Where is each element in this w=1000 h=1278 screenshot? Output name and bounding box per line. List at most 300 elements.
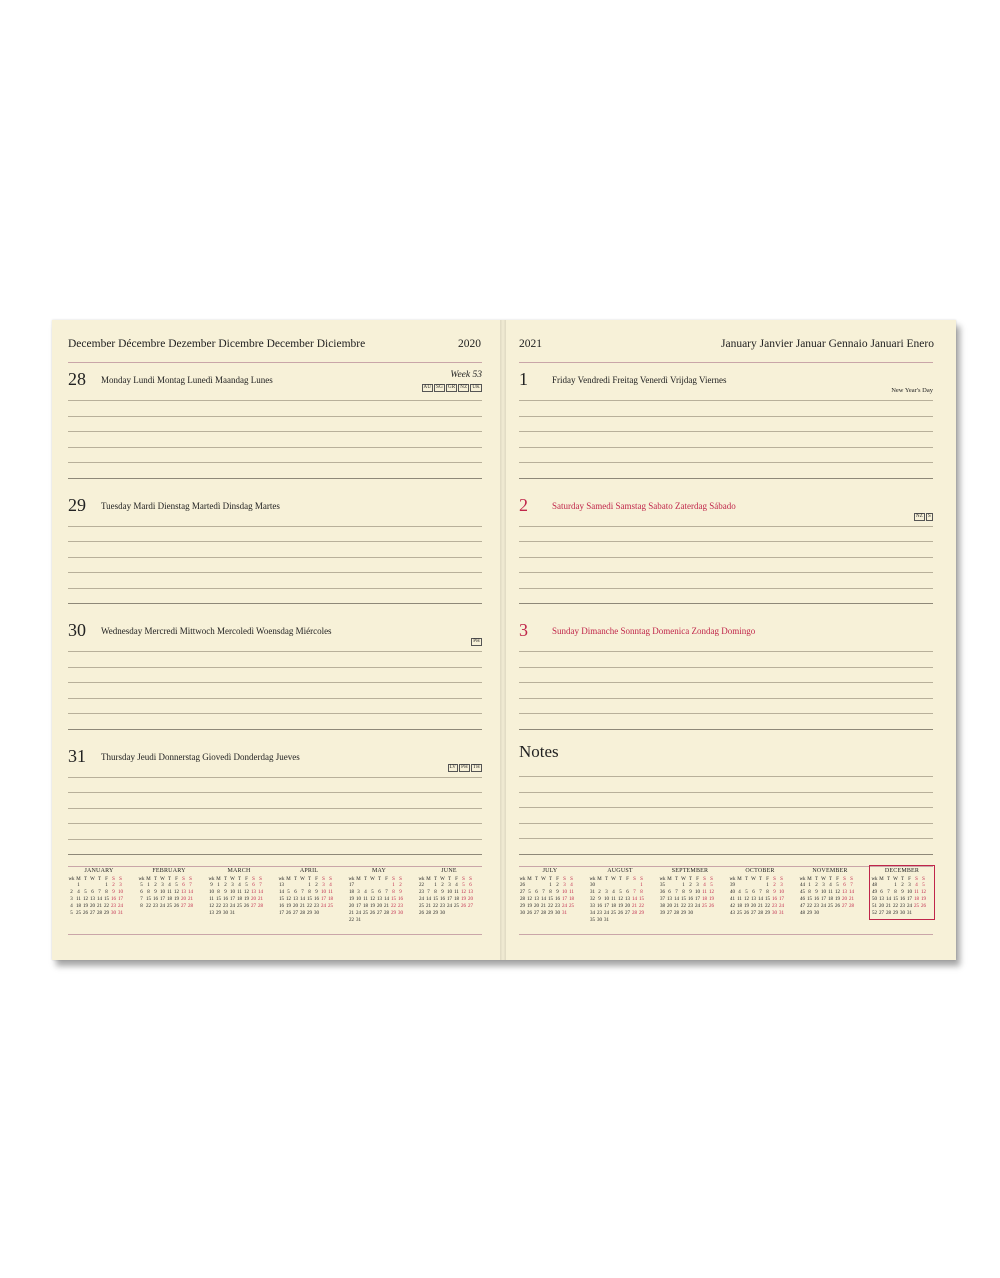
weekday-letter: W bbox=[893, 877, 898, 882]
mini-calendar-day bbox=[460, 910, 467, 917]
ruled-line[interactable] bbox=[68, 447, 482, 448]
mini-calendar-day bbox=[834, 910, 841, 917]
mini-calendar-day: 15 bbox=[433, 897, 438, 902]
ruled-line[interactable] bbox=[68, 698, 482, 699]
ruled-line[interactable] bbox=[519, 603, 933, 604]
mini-calendar-day bbox=[610, 882, 617, 889]
mini-calendar-day: 41 bbox=[730, 897, 735, 902]
mini-calendar-day: 3 bbox=[322, 883, 325, 888]
mini-calendar-day: 26 bbox=[618, 911, 623, 916]
mini-calendar-day: 5 bbox=[745, 890, 748, 895]
mini-calendar-day: 3 bbox=[605, 890, 608, 895]
mini-calendar-day: 10 bbox=[447, 890, 452, 895]
ruled-line[interactable] bbox=[519, 729, 933, 730]
mini-calendar-day bbox=[708, 910, 715, 917]
ruled-line[interactable] bbox=[68, 667, 482, 668]
mini-calendar-day: 23 bbox=[419, 890, 424, 895]
mini-calendar-day: 29 bbox=[639, 911, 644, 916]
mini-calendar-day bbox=[596, 882, 603, 889]
mini-calendar-week bbox=[519, 889, 581, 896]
mini-calendar-day: 5 bbox=[710, 883, 713, 888]
mini-calendar-week bbox=[68, 910, 130, 917]
mini-calendar-day: 29 bbox=[307, 911, 312, 916]
mini-calendar-week bbox=[278, 882, 340, 889]
mini-calendar-day: 40 bbox=[730, 890, 735, 895]
mini-calendar-day: 13 bbox=[842, 890, 847, 895]
weekday-letter: M bbox=[426, 877, 431, 882]
mini-calendar-week bbox=[729, 889, 791, 896]
country-tags bbox=[447, 764, 482, 772]
mini-calendar-day bbox=[631, 882, 638, 889]
weekday-letter: wk bbox=[871, 877, 878, 882]
mini-calendar-day: 16 bbox=[555, 897, 560, 902]
mini-calendar-month: JANUARY bbox=[84, 868, 114, 874]
mini-calendar bbox=[589, 868, 651, 924]
mini-calendar-day bbox=[631, 917, 638, 924]
mini-calendar-day: 24 bbox=[695, 904, 700, 909]
weekday-letter: wk bbox=[799, 877, 806, 882]
mini-calendar-week bbox=[418, 896, 480, 903]
mini-calendar-day: 27 bbox=[90, 911, 95, 916]
mini-calendar-day: 7 bbox=[542, 890, 545, 895]
ruled-line[interactable] bbox=[68, 854, 482, 855]
mini-calendar-day: 11 bbox=[737, 897, 742, 902]
mini-calendar-day bbox=[383, 917, 390, 924]
mini-calendar-day: 28 bbox=[632, 911, 637, 916]
mini-calendar-day: 20 bbox=[879, 904, 884, 909]
weekday-letter: T bbox=[237, 877, 242, 882]
mini-calendar-day: 39 bbox=[730, 883, 735, 888]
weekday-letter: W bbox=[300, 877, 305, 882]
mini-calendar-week bbox=[589, 903, 651, 910]
mini-calendar-day: 27 bbox=[251, 904, 256, 909]
weekday-letter: T bbox=[688, 877, 693, 882]
mini-calendar-day: 21 bbox=[258, 897, 263, 902]
mini-calendar-day: 6 bbox=[469, 883, 472, 888]
weekday-letter: wk bbox=[348, 877, 355, 882]
mini-calendar-day: 12 bbox=[921, 890, 926, 895]
mini-calendar-day: 4 bbox=[70, 904, 73, 909]
notes-line[interactable] bbox=[519, 776, 933, 777]
mini-calendar-day: 30 bbox=[590, 883, 595, 888]
mini-calendar-day: 29 bbox=[807, 911, 812, 916]
mini-calendar-day: 18 bbox=[237, 897, 242, 902]
mini-calendar-day: 20 bbox=[90, 904, 95, 909]
weekday-letter: T bbox=[83, 877, 88, 882]
country-tag: PH bbox=[473, 639, 480, 644]
mini-calendar-day: 2 bbox=[598, 890, 601, 895]
weekday-letter: T bbox=[886, 877, 891, 882]
mini-calendar-day: 5 bbox=[922, 883, 925, 888]
mini-calendar-day bbox=[827, 910, 834, 917]
mini-calendar-day: 17 bbox=[230, 897, 235, 902]
notes-line[interactable] bbox=[519, 838, 933, 839]
mini-calendar-week bbox=[799, 903, 861, 910]
ruled-line[interactable] bbox=[519, 416, 933, 417]
mini-calendar-day: 30 bbox=[900, 911, 905, 916]
mini-calendar-day: 25 bbox=[914, 904, 919, 909]
ruled-line[interactable] bbox=[68, 431, 482, 432]
mini-calendar-day bbox=[920, 910, 927, 917]
mini-calendar-day: 24 bbox=[447, 904, 452, 909]
notes-line[interactable] bbox=[519, 854, 933, 855]
ruled-line[interactable] bbox=[68, 572, 482, 573]
mini-calendar-day: 27 bbox=[181, 904, 186, 909]
mini-calendar-month: JULY bbox=[542, 868, 558, 874]
ruled-line[interactable] bbox=[519, 651, 933, 652]
ruled-line[interactable] bbox=[68, 526, 482, 527]
mini-calendar-week bbox=[138, 903, 200, 910]
mini-calendar-day: 2 bbox=[901, 883, 904, 888]
weekday-letter: S bbox=[710, 877, 713, 882]
mini-calendar-day: 35 bbox=[660, 883, 665, 888]
weekday-letter: F bbox=[245, 877, 248, 882]
mini-calendar-day: 1 bbox=[549, 883, 552, 888]
ruled-line[interactable] bbox=[519, 572, 933, 573]
mini-calendar-day: 24 bbox=[604, 911, 609, 916]
ruled-line[interactable] bbox=[519, 682, 933, 683]
ruled-line[interactable] bbox=[68, 682, 482, 683]
left-page bbox=[52, 320, 502, 960]
mini-calendar-day: 10 bbox=[230, 890, 235, 895]
mini-calendar-week bbox=[418, 903, 480, 910]
mini-calendar-day: 23 bbox=[597, 911, 602, 916]
weekday-letter: S bbox=[112, 877, 115, 882]
mini-calendar-day bbox=[533, 882, 540, 889]
mini-calendar-day: 26 bbox=[709, 904, 714, 909]
mini-calendar-day bbox=[446, 910, 453, 917]
mini-calendar-day: 19 bbox=[618, 904, 623, 909]
mini-calendar-day: 16 bbox=[153, 897, 158, 902]
weekday-letter: T bbox=[153, 877, 158, 882]
weekday-letter: S bbox=[570, 877, 573, 882]
mini-calendar-week bbox=[418, 882, 480, 889]
mini-calendar-bottom-rule bbox=[519, 934, 933, 935]
mini-calendar-day: 27 bbox=[377, 911, 382, 916]
notes-line[interactable] bbox=[519, 807, 933, 808]
mini-calendar-day: 15 bbox=[216, 897, 221, 902]
ruled-line[interactable] bbox=[519, 462, 933, 463]
mini-calendar-day: 22 bbox=[681, 904, 686, 909]
mini-calendar-week bbox=[799, 882, 861, 889]
mini-calendar-day: 3 bbox=[448, 883, 451, 888]
mini-calendar-day: 6 bbox=[752, 890, 755, 895]
mini-calendar-day: 8 bbox=[682, 890, 685, 895]
mini-calendar-day: 18 bbox=[167, 897, 172, 902]
mini-calendar-day: 22 bbox=[146, 904, 151, 909]
mini-calendar-day: 10 bbox=[907, 890, 912, 895]
ruled-line[interactable] bbox=[68, 603, 482, 604]
mini-calendar-week bbox=[519, 882, 581, 889]
mini-calendar-day: 8 bbox=[217, 890, 220, 895]
notes-line[interactable] bbox=[519, 792, 933, 793]
mini-calendar-month: APRIL bbox=[299, 868, 319, 874]
ruled-line[interactable] bbox=[519, 431, 933, 432]
ruled-line[interactable] bbox=[68, 416, 482, 417]
mini-calendar-day: 15 bbox=[146, 897, 151, 902]
mini-calendar-day: 9 bbox=[815, 890, 818, 895]
mini-calendar-day: 21 bbox=[541, 904, 546, 909]
mini-calendar-day: 25 bbox=[702, 904, 707, 909]
ruled-line[interactable] bbox=[519, 698, 933, 699]
ruled-line[interactable] bbox=[68, 557, 482, 558]
mini-calendar-day: 12 bbox=[744, 897, 749, 902]
mini-calendar-day bbox=[617, 882, 624, 889]
mini-calendar-day: 30 bbox=[597, 918, 602, 923]
mini-calendar-day: 29 bbox=[520, 904, 525, 909]
ruled-line[interactable] bbox=[68, 777, 482, 778]
mini-calendar-week bbox=[799, 896, 861, 903]
mini-calendar-day: 14 bbox=[384, 897, 389, 902]
mini-calendar-day: 49 bbox=[872, 890, 877, 895]
mini-calendar-day: 8 bbox=[140, 904, 143, 909]
ruled-line[interactable] bbox=[68, 478, 482, 479]
mini-calendar-day: 31 bbox=[230, 911, 235, 916]
mini-calendar-day: 24 bbox=[160, 904, 165, 909]
mini-calendar-day: 4 bbox=[612, 890, 615, 895]
mini-calendar-day: 12 bbox=[83, 897, 88, 902]
mini-calendar-week bbox=[799, 910, 861, 917]
mini-calendar-day: 14 bbox=[97, 897, 102, 902]
mini-calendar bbox=[68, 868, 130, 917]
mini-calendar-day: 17 bbox=[349, 883, 354, 888]
mini-calendar-day: 22 bbox=[807, 904, 812, 909]
mini-calendar-day: 20 bbox=[625, 904, 630, 909]
ruled-line[interactable] bbox=[519, 400, 933, 401]
mini-calendar-day: 48 bbox=[872, 883, 877, 888]
country-tag: UK bbox=[472, 385, 480, 390]
weekday-letter: F bbox=[105, 877, 108, 882]
mini-calendar-day: 6 bbox=[880, 890, 883, 895]
mini-calendar-day: 18 bbox=[702, 897, 707, 902]
mini-calendar-day: 11 bbox=[167, 890, 172, 895]
mini-calendar-day: 2 bbox=[815, 883, 818, 888]
mini-calendar bbox=[138, 868, 200, 910]
mini-calendar-week bbox=[589, 889, 651, 896]
mini-calendar-day: 27 bbox=[842, 904, 847, 909]
mini-calendar-day bbox=[68, 882, 75, 889]
mini-calendar-day: 29 bbox=[548, 911, 553, 916]
mini-calendar-day: 18 bbox=[328, 897, 333, 902]
ruled-line[interactable] bbox=[519, 667, 933, 668]
mini-calendar-day: 17 bbox=[907, 897, 912, 902]
mini-calendar-day: 22 bbox=[307, 904, 312, 909]
mini-calendar-day: 17 bbox=[118, 897, 123, 902]
mini-calendar-day bbox=[257, 910, 264, 917]
mini-calendar-day: 2 bbox=[689, 883, 692, 888]
mini-calendar-day: 6 bbox=[668, 890, 671, 895]
mini-calendar-day: 17 bbox=[321, 897, 326, 902]
mini-calendar-day: 24 bbox=[821, 904, 826, 909]
day-names: Sunday Dimanche Sonntag Domenica Zondag Domingo bbox=[552, 626, 756, 636]
mini-calendar-week bbox=[68, 896, 130, 903]
mini-calendar-day: 15 bbox=[548, 897, 553, 902]
ruled-line[interactable] bbox=[68, 651, 482, 652]
mini-calendar-day bbox=[376, 882, 383, 889]
mini-calendar-day: 15 bbox=[639, 897, 644, 902]
mini-calendar-day: 9 bbox=[556, 890, 559, 895]
ruled-line[interactable] bbox=[68, 839, 482, 840]
mini-calendar-day: 26 bbox=[370, 911, 375, 916]
mini-calendar-day bbox=[526, 882, 533, 889]
weekday-letter: S bbox=[189, 877, 192, 882]
mini-calendar-day: 15 bbox=[279, 897, 284, 902]
mini-calendar-day: 2 bbox=[70, 890, 73, 895]
mini-calendar-week bbox=[729, 882, 791, 889]
mini-calendar-week bbox=[589, 896, 651, 903]
mini-calendar-month: MARCH bbox=[227, 868, 251, 874]
mini-calendar-day: 16 bbox=[279, 904, 284, 909]
ruled-line[interactable] bbox=[68, 713, 482, 714]
mini-calendar-day: 19 bbox=[744, 904, 749, 909]
mini-calendar-day bbox=[610, 917, 617, 924]
ruled-line[interactable] bbox=[68, 792, 482, 793]
mini-calendar-day bbox=[673, 882, 680, 889]
mini-calendar-day: 9 bbox=[399, 890, 402, 895]
mini-calendar-month: FEBRUARY bbox=[152, 868, 186, 874]
ruled-line[interactable] bbox=[68, 588, 482, 589]
mini-calendar bbox=[799, 868, 861, 917]
weekday-letter: wk bbox=[418, 877, 425, 882]
mini-calendar-day: 17 bbox=[279, 911, 284, 916]
mini-calendar-day: 21 bbox=[426, 904, 431, 909]
mini-calendar-day: 25 bbox=[828, 904, 833, 909]
mini-calendar-day: 18 bbox=[914, 897, 919, 902]
mini-calendar-day: 4 bbox=[570, 883, 573, 888]
mini-calendar-day: 11 bbox=[76, 897, 81, 902]
mini-calendar-day: 28 bbox=[674, 911, 679, 916]
weekday-letter: wk bbox=[729, 877, 736, 882]
mini-calendar-day: 16 bbox=[900, 897, 905, 902]
mini-calendar-day: 1 bbox=[217, 883, 220, 888]
mini-calendar-day: 39 bbox=[660, 911, 665, 916]
mini-calendar-week bbox=[68, 889, 130, 896]
day-names: Tuesday Mardi Dienstag Martedì Dinsdag Martes bbox=[101, 500, 280, 511]
ruled-line[interactable] bbox=[519, 541, 933, 542]
mini-calendar-day: 14 bbox=[758, 897, 763, 902]
mini-calendar-day bbox=[757, 882, 764, 889]
mini-calendar-day: 2 bbox=[112, 883, 115, 888]
country-tags bbox=[470, 638, 482, 646]
right-year: 2021 bbox=[519, 338, 542, 350]
weekday-letter: T bbox=[674, 877, 679, 882]
mini-calendar-day: 29 bbox=[104, 911, 109, 916]
mini-calendar-day: 31 bbox=[604, 918, 609, 923]
ruled-line[interactable] bbox=[68, 729, 482, 730]
mini-calendars-right bbox=[519, 868, 933, 938]
mini-calendar-day: 17 bbox=[604, 904, 609, 909]
mini-calendar-day: 22 bbox=[349, 918, 354, 923]
header-rule bbox=[68, 362, 482, 363]
country-tag: GR bbox=[447, 385, 456, 390]
mini-calendar-day: 28 bbox=[520, 897, 525, 902]
country-tag: PH bbox=[461, 764, 468, 770]
mini-calendar-day: 13 bbox=[751, 897, 756, 902]
mini-calendar-day: 17 bbox=[160, 897, 165, 902]
mini-calendar-week bbox=[589, 882, 651, 889]
weekday-letter: S bbox=[922, 877, 925, 882]
mini-calendar-day: 26 bbox=[244, 904, 249, 909]
mini-calendar-day: 7 bbox=[140, 897, 143, 902]
mini-calendar-day: 3 bbox=[70, 897, 73, 902]
weekday-letter: T bbox=[223, 877, 228, 882]
ruled-line[interactable] bbox=[519, 713, 933, 714]
mini-calendar-day: 25 bbox=[737, 911, 742, 916]
mini-calendar-day: 26 bbox=[461, 904, 466, 909]
mini-calendar-day: 15 bbox=[307, 897, 312, 902]
mini-calendar-week bbox=[278, 903, 340, 910]
mini-calendar-day: 5 bbox=[245, 883, 248, 888]
ruled-line[interactable] bbox=[68, 808, 482, 809]
day-names: Monday Lundi Montag Lunedì Maandag Lunes bbox=[101, 375, 273, 385]
ruled-line[interactable] bbox=[68, 462, 482, 463]
mini-calendar-day: 30 bbox=[111, 911, 116, 916]
mini-calendar-day: 26 bbox=[527, 911, 532, 916]
mini-calendar-day: 14 bbox=[886, 897, 891, 902]
mini-calendar-day: 13 bbox=[90, 897, 95, 902]
mini-calendar-day bbox=[355, 882, 362, 889]
mini-calendar-week bbox=[659, 910, 721, 917]
mini-calendar-day: 28 bbox=[384, 911, 389, 916]
mini-calendar-day: 7 bbox=[98, 890, 101, 895]
mini-calendar-day: 6 bbox=[378, 890, 381, 895]
weekday-letter: M bbox=[597, 877, 602, 882]
mini-calendar-week bbox=[871, 889, 933, 896]
mini-calendar-day bbox=[369, 882, 376, 889]
ruled-line[interactable] bbox=[519, 478, 933, 479]
weekday-letter: M bbox=[527, 877, 532, 882]
mini-calendar-day: 12 bbox=[709, 890, 714, 895]
ruled-line[interactable] bbox=[519, 447, 933, 448]
mini-calendar-day: 9 bbox=[210, 883, 213, 888]
mini-calendar-week bbox=[68, 903, 130, 910]
weekday-letter: W bbox=[370, 877, 375, 882]
ruled-line[interactable] bbox=[519, 526, 933, 527]
mini-calendar-day: 5 bbox=[84, 890, 87, 895]
weekday-letter: T bbox=[97, 877, 102, 882]
ruled-line[interactable] bbox=[68, 400, 482, 401]
mini-calendar-day: 14 bbox=[674, 897, 679, 902]
ruled-line[interactable] bbox=[68, 541, 482, 542]
mini-calendar-day: 13 bbox=[377, 897, 382, 902]
mini-calendar-day: 42 bbox=[730, 904, 735, 909]
ruled-line[interactable] bbox=[519, 588, 933, 589]
weekday-letter: S bbox=[703, 877, 706, 882]
mini-calendar-day: 28 bbox=[97, 911, 102, 916]
weekday-letter: T bbox=[900, 877, 905, 882]
ruled-line[interactable] bbox=[68, 823, 482, 824]
mini-calendar-day: 44 bbox=[800, 883, 805, 888]
weekday-letter: M bbox=[807, 877, 812, 882]
mini-calendar-day: 19 bbox=[349, 897, 354, 902]
mini-calendar-month: MAY bbox=[371, 868, 387, 874]
mini-calendar-day bbox=[397, 917, 404, 924]
notes-line[interactable] bbox=[519, 823, 933, 824]
mini-calendar-day: 12 bbox=[244, 890, 249, 895]
weekday-letter: W bbox=[681, 877, 686, 882]
mini-calendar-day: 11 bbox=[237, 890, 242, 895]
mini-calendar-day: 19 bbox=[835, 897, 840, 902]
mini-calendar-day: 10 bbox=[321, 890, 326, 895]
mini-calendar-day bbox=[820, 910, 827, 917]
mini-calendar-day bbox=[467, 910, 474, 917]
ruled-line[interactable] bbox=[519, 557, 933, 558]
mini-calendar-day: 25 bbox=[611, 911, 616, 916]
mini-calendar-day: 4 bbox=[77, 890, 80, 895]
weekday-letter: F bbox=[908, 877, 911, 882]
mini-calendar-day: 25 bbox=[76, 911, 81, 916]
mini-calendar-day: 24 bbox=[118, 904, 123, 909]
